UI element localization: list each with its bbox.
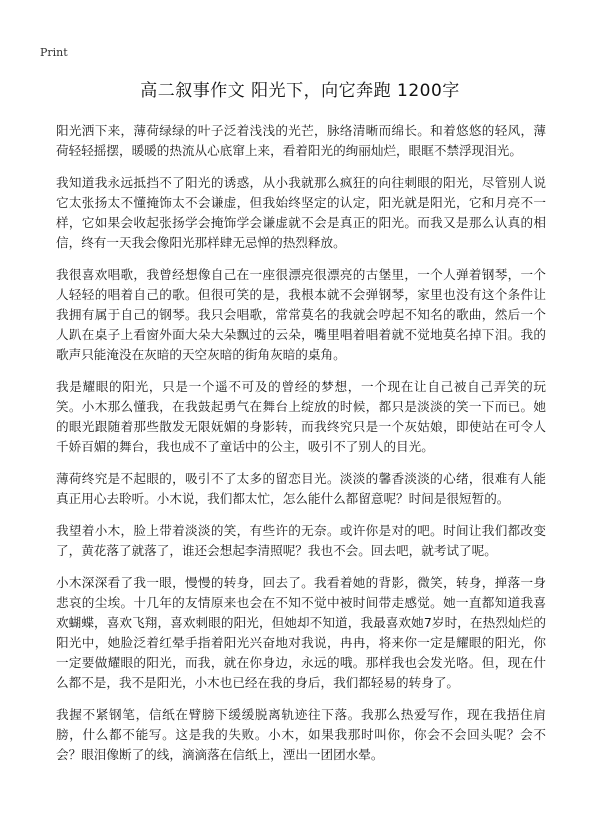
print-link[interactable]: Print [40,46,68,59]
paragraph: 薄荷终究是不起眼的，吸引不了太多的留恋目光。淡淡的馨香淡淡的心绪，很难有人能真正用心去聆听。小木说，我们都太忙，怎么能什么都留意呢？时间是很短暂的。 [56,471,546,506]
paragraph: 我望着小木，脸上带着淡淡的笑，有些许的无奈。或许你是对的吧。时间让我们都改变了，黄花落了就落了，谁还会想起李清照呢？我也不会。回去吧，就考试了呢。 [56,523,546,558]
paragraph: 我是耀眼的阳光，只是一个遥不可及的曾经的梦想，一个现在让自己被自己弄笑的玩笑。小木那么懂我，在我鼓起勇气在舞台上绽放的时候，都只是淡淡的笑一下而已。她的眼光跟随着那些散发无限妩媚的身影转，而我终究只是一个灰姑娘，即使站在可令人千娇百媚的舞台，我也成不了童话中的公主，吸引不了别人的目光。 [56,379,546,454]
page-title: 高二叙事作文 阳光下，向它奔跑 1200字 [140,81,460,101]
paragraph: 我很喜欢唱歌，我曾经想像自己在一座很漂亮很漂亮的古堡里，一个人弹着钢琴，一个人轻轻的唱着自己的歌。但很可笑的是，我根本就不会弹钢琴，家里也没有这个条件让我拥有属于自己的钢琴。我只会唱歌，常常莫名的我就会哼起不知名的歌曲，然后一个人趴在桌子上看窗外面大朵大朵飘过的云朵，嘴里唱着唱着就不觉地莫名掉下泪。我的歌声只能淹没在灰暗的天空灰暗的街角灰暗的桌角。 [56,267,546,362]
paragraph: 我知道我永远抵挡不了阳光的诱惑，从小我就那么疯狂的向往刺眼的阳光，尽管别人说它太张扬太不懂掩饰太不会谦虚，但我始终坚定的认定，阳光就是阳光，它和月亮不一样，它如果会收起张扬学会掩饰学会谦虚就不会是真正的阳光。而我又是那么认真的相信，终有一天我会像阳光那样肆无忌惮的热烈释放。 [56,175,546,250]
article-body [56,121,546,777]
paragraph: 我握不紧钢笔，信纸在臂膀下缓缓脱离轨迹往下落。我那么热爱写作，现在我捂住肩膀，什么都不能写。这是我的失败。小木，如果我那时叫你，你会不会回头呢？会不会？眼泪像断了的线，滴滴落在信纸上，湮出一团团水晕。 [56,707,546,762]
paragraph: 阳光洒下来，薄荷绿绿的叶子泛着浅浅的光芒，脉络清晰而绵长。和着悠悠的轻风，薄荷轻轻摇摆，暖暖的热流从心底窜上来，看着阳光的绚丽灿烂，眼眶不禁浮现泪光。 [56,123,546,158]
paragraph: 小木深深看了我一眼，慢慢的转身，回去了。我看着她的背影，微笑，转身，掸落一身悲哀的尘埃。十几年的友情原来也会在不知不觉中被时间带走感觉。她一直都知道我喜欢蝴蝶，喜欢飞翔，喜欢刺眼的阳光，但她却不知道，我最喜欢她7岁时，在热烈灿烂的阳光中，她脸泛着红晕手指着阳光兴奋地对我说，冉冉，将来你一定是耀眼的阳光，你一定要做耀眼的阳光，而我，就在你身边，永远的哦。那样我也会发光咯。但，现在什么都不是，我不是阳光，小木也已经在我的身后，我们都轻易的转身了。 [56,575,546,690]
